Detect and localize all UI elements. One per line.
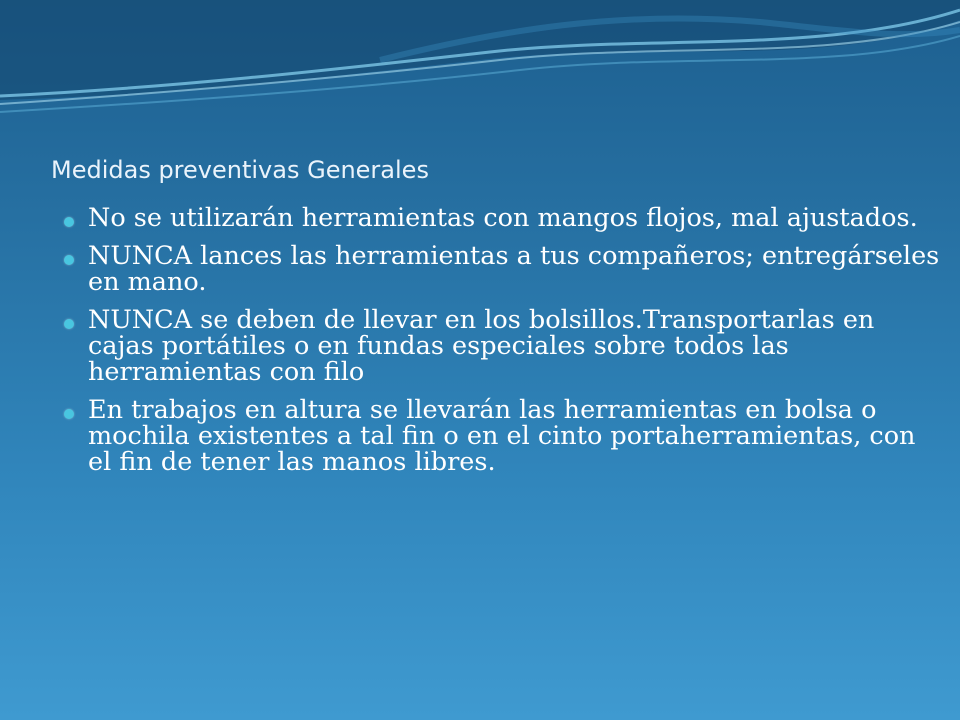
decorative-waves [0, 0, 960, 140]
bullet-item [60, 205, 940, 231]
bullet-icon [64, 409, 74, 419]
bullet-item [60, 397, 940, 475]
slide-title: Medidas preventivas Generales [51, 156, 429, 184]
bullet-icon [64, 217, 74, 227]
bullet-item [60, 307, 940, 385]
bullet-item [60, 243, 940, 295]
bullet-text: NUNCA se deben de llevar en los bolsillos.Transportarlas en cajas portátiles o en fundas especiales sobre todos las herramientas con filo [88, 305, 875, 387]
bullet-icon [64, 319, 74, 329]
bullet-text: No se utilizarán herramientas con mangos flojos, mal ajustados. [88, 203, 918, 233]
bullet-text: En trabajos en altura se llevarán las herramientas en bolsa o mochila existentes a tal fin o en el cinto portaherramientas, con el fin de tener las manos libres. [88, 395, 916, 477]
bullet-list [60, 205, 940, 487]
bullet-icon [64, 255, 74, 265]
bullet-text: NUNCA lances las herramientas a tus compañeros; entregárseles en mano. [88, 241, 940, 297]
